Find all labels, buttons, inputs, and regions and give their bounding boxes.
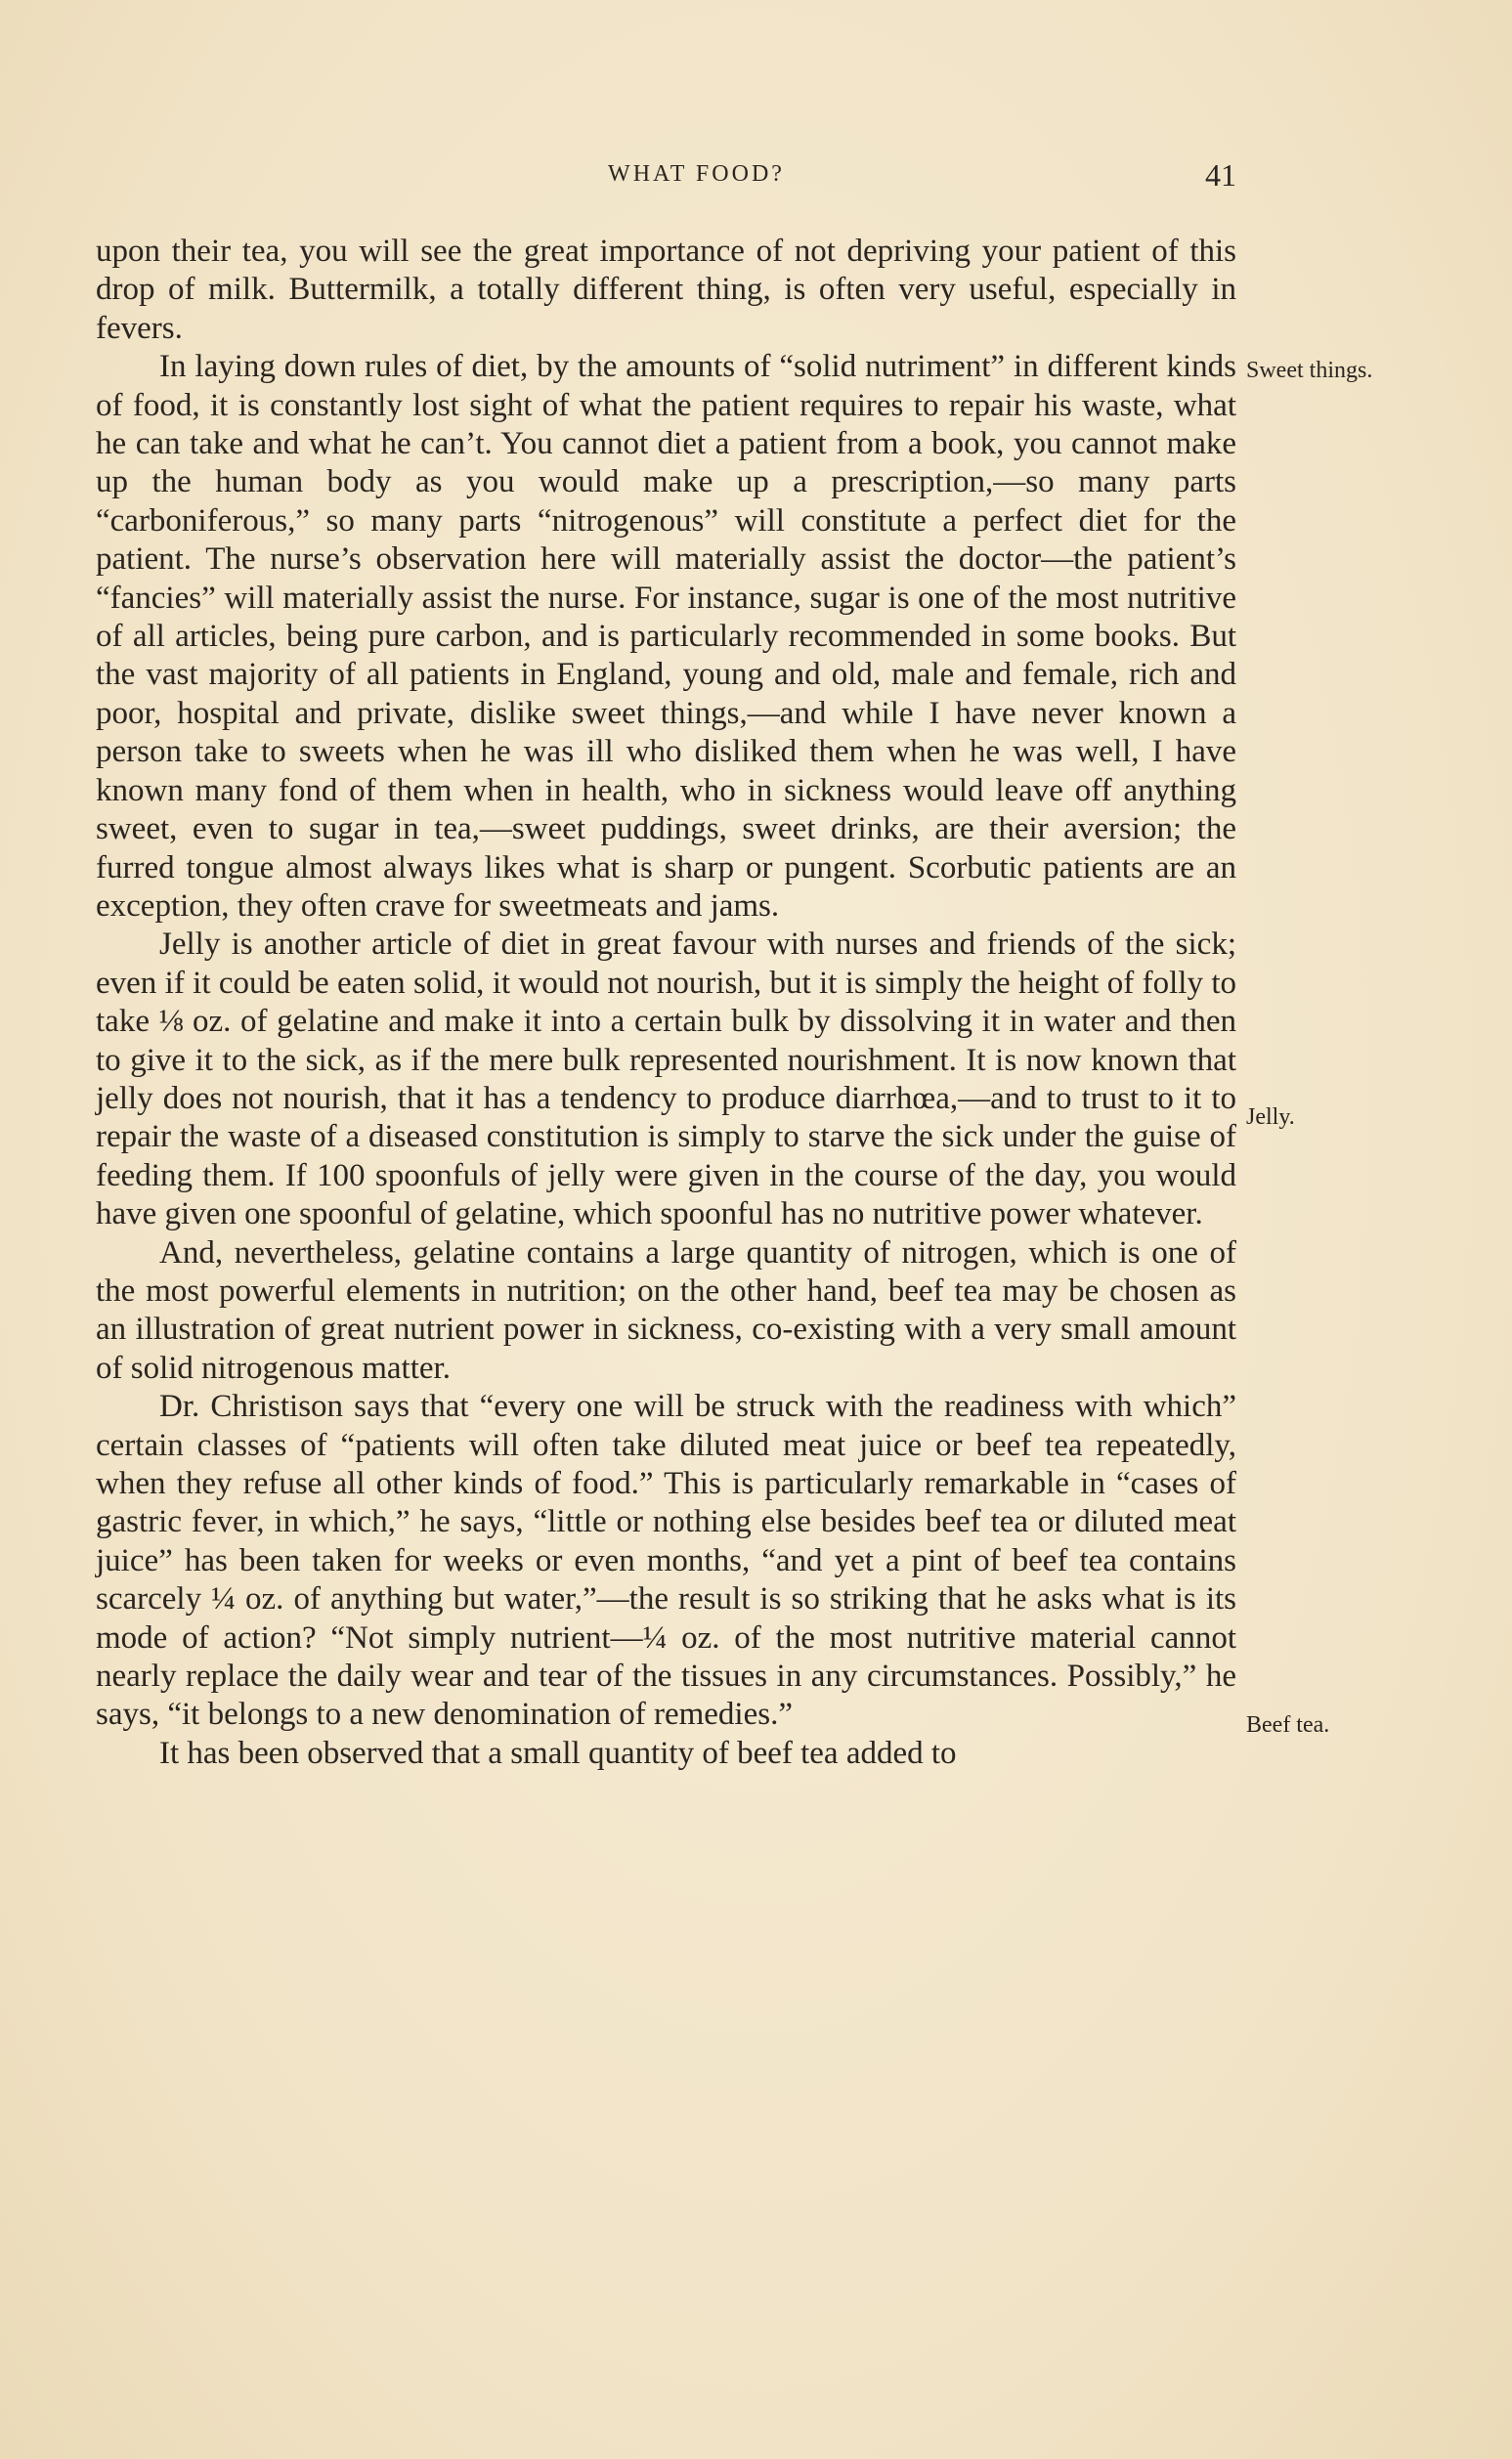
page-header bbox=[156, 157, 1236, 200]
body-text bbox=[96, 233, 1236, 1773]
page-number: 41 bbox=[1205, 157, 1236, 193]
paragraph-beef-tea: Dr. Christison says that “every one will be struck with the readiness with which” certain classes of “patients will often take diluted meat juice or beef tea repeatedly, when they refuse all other kinds of food.” This is particularly remarkable in “cases of gastric fever, in which,” he says, “little or nothing else besides beef tea or diluted meat juice” has been taken for weeks or even months, “and yet a pint of beef tea contains scarcely ¼ oz. of anything but water,”—the result is so striking that he asks what is its mode of action? “Not simply nutrient—¼ oz. of the most nutritive material cannot nearly replace the daily wear and tear of the tissues in any circumstances. Possibly,” he says, “it belongs to a new denomination of remedies.” bbox=[96, 1389, 1236, 1733]
sidenote-beef-tea: Beef tea. bbox=[1246, 1712, 1330, 1738]
paragraph-sweet-things: In laying down rules of diet, by the amounts of “solid nutriment” in different kinds of food, it is constantly lost sight of what the patient requires to repair his waste, what he can take and what he can’t. You cannot diet a patient from a book, you cannot make up the human body as you would make up a prescription,—so many parts “carboniferous,” so many parts “nitrogenous” will constitute a perfect diet for the patient. The nurse’s observation here will materially assist the doctor—the patient’s “fancies” will materially assist the nurse. For instance, sugar is one of the most nutritive of all articles, being pure carbon, and is particularly recommended in some books. But the vast majority of all patients in England, young and old, male and female, rich and poor, hospital and private, dislike sweet things,—and while I have never known a person take to sweets when he was ill who disliked them when he was well, I have known many fond of them when in health, who in sickness would leave off anything sweet, even to sugar in tea,—sweet puddings, sweet drinks, are their aversion; the furred tongue almost always likes what is sharp or pungent. Scorbutic patients are an exception, they often crave for sweetmeats and jams. bbox=[96, 349, 1236, 924]
sidenote-jelly: Jelly. bbox=[1246, 1104, 1295, 1130]
paragraph-jelly: Jelly is another article of diet in great favour with nurses and friends of the sick; even if it could be eaten solid, it would not nourish, but it is simply the height of folly to take ⅛ oz. of gelatine and make it into a certain bulk by dissolving it in water and then to give it to the sick, as if the mere bulk represented nourishment. It is now known that jelly does not nourish, that it has a tendency to produce diarrhœa,—and to trust to it to repair the waste of a diseased constitution is simply to starve the sick under the guise of feeding them. If 100 spoonfuls of jelly were given in the course of the day, you would have given one spoonful of gelatine, which spoonful has no nutritive power whatever. bbox=[96, 927, 1236, 1232]
running-title: WHAT FOOD? bbox=[608, 161, 785, 187]
sidenote-sweet-things: Sweet things. bbox=[1246, 358, 1373, 383]
paragraph-milk-continuation: upon their tea, you will see the great importance of not depriving your patient of this drop of milk. Buttermilk, a totally different thing, is often very useful, especially in fevers. bbox=[96, 234, 1236, 346]
paragraph-gelatine-nitrogen: And, nevertheless, gelatine contains a large quantity of nitrogen, which is one of the most powerful elements in nutrition; on the other hand, beef tea may be chosen as an illustration of great nutrient power in sickness, co-existing with a very small amount of solid nitrogenous matter. bbox=[96, 1234, 1236, 1386]
paragraph-beef-tea-observed: It has been observed that a small quantity of beef tea added to bbox=[159, 1735, 957, 1771]
